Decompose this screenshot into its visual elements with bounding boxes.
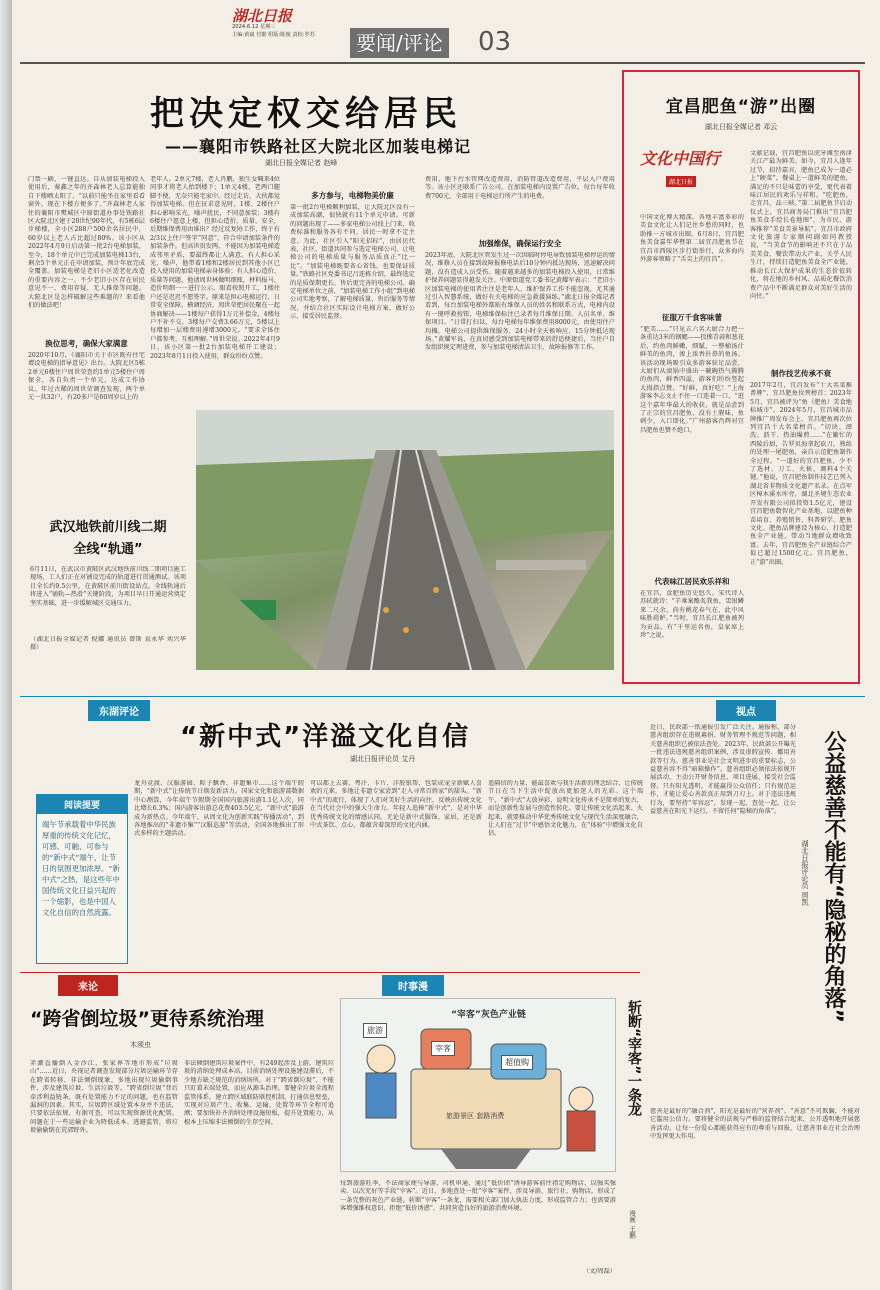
- cartoon-artist: 漫画 王鹏: [628, 1210, 636, 1239]
- observe-body: 近日，民政部一纸通报引发广泛关注。通报称，部分慈善组织存在违规募捐、财务管理不规范等问题，相关慈善组织已被依法查处。2023年，民政部公开曝光一批违法违规慈善组织案例，涉及虚假宣传、挪用善款等行为。慈善事业是社会文明进步的重要标志，公益慈善容不得“暗箱操作”。慈善组织必须依法依规开展活动，主动公开财务信息、项目进展，接受社会监督。只有阳光透明，才能赢得公众信任；只有规范运作，才能让爱心善款真正用到刀刃上。对于违法违规行为，要坚持“零容忍”，发现一起、查处一起，让公益慈善在阳光下运行，不留任何“隐秘的角落”。: [650, 724, 796, 816]
- observe-byline: 湖北日报评论员 周凯: [801, 840, 809, 906]
- lailun-byline: 木须虫: [130, 1041, 151, 1049]
- observe-tag: 视点: [716, 700, 776, 721]
- fish-logo: [640, 146, 744, 208]
- masthead-editors: 主编:黄斌 付勤 组版:陈俊 责校:罗苏: [232, 32, 315, 38]
- railway-photo-drawing: [196, 410, 614, 670]
- observe-body2: 慈善是最好的“融合剂”，阳光是最好的“营养剂”。“善意”不可欺瞒，不能对它滥用公信力。要将健全的法规与严格的监督结合起来，公开透明地开展慈善活动，让每一份爱心都能获得应有的尊重与回报，让慈善事业在社会治理中发挥更大作用。: [650, 1108, 860, 1141]
- lead-sub1: 换位思考，确保大家满意: [45, 339, 128, 348]
- railway-title-1: 武汉地铁前川线二期: [49, 520, 167, 535]
- commentary-byline: 湖北日报评论员 艾丹: [350, 755, 416, 763]
- lead-col4: 费用，地下污水管网改造费用，消防管道改造费用，平层入户费用等。该小区还联系广告公司，在加装电梯内设置广告位，每台每年收费700元，全部用于电梯运行所产生的电费。: [425, 176, 615, 200]
- railway-photo: [196, 410, 614, 670]
- lailun-title: “跨省倒垃圾”更待系统治理: [30, 1008, 264, 1030]
- masthead-logo: 湖北日报: [232, 7, 293, 25]
- cartoon-title: “宰客”灰色产业链: [451, 1010, 526, 1020]
- lailun-tag: 来论: [58, 975, 118, 996]
- fish-body4: 文献记载，宜昌肥鱼以虎牙滩至南津关江产最为鲜美。如今，宜昌人逢年过节，招待嘉宾，肥鱼已成为一道必上“硬菜”。餐桌上一道鲜美的肥鱼，满足的不只是味蕾的享受，更代表着味江居民的欢乐与祥和。“吃肥鱼，走宜昌，品三峡。”第二届肥鱼节启动仪式上，宜昌商务局门推出“宜昌肥鱼美食手绘长卷地图”，为市民、游客推荐“美食美景导航”。宜昌市政府文化旅游专家顺问副如同教授说，“当美食节的影响还不只在于品美美食，餐饮带动大产业，关乎人民生计，持续打造肥鱼美食全产业链，推动长江大保护成果的生态价值转化，将在地的乡村风、品质化餐饮消费产品中不断满足群众对美好生活的向往。”: [750, 150, 852, 300]
- railway-credit: （湖北日报全媒记者 倪娜 通讯员 曾斯 袁永华 刘兴华 摄）: [30, 636, 186, 652]
- cartoon-panel: [340, 998, 616, 1172]
- cartoon-note: 旅游景区 套路消费: [446, 1112, 505, 1120]
- commentary-col3: 遥隔信的力量，能最喜欢与我生活新的理念结合，让传统节日在当下生活中绽放出更加迷人的光彩。这个端午，“新中式”大放异彩，说明文化传承不是简单的复古，而是创新性发展与创造性转化。要让传统文化活起来、火起来，就要推动中华优秀传统文化与现代生活深度融合，让人们在“过节”中感悟文化魅力，在“体验”中增强文化自信。: [488, 780, 643, 838]
- lead-byline: 湖北日报全媒记者 赵峰: [265, 159, 338, 167]
- page-edge: [0, 0, 12, 1290]
- lead-subtitle: ——襄阳市铁路社区大院北区加装电梯记: [165, 137, 472, 156]
- section-label: 要闻/评论: [350, 28, 449, 58]
- commentary-intro-head: 阅读提要: [37, 795, 127, 814]
- commentary-intro-box: [36, 794, 128, 964]
- fish-logo-text: 文化中国行: [640, 149, 721, 168]
- bottom-divider: [20, 972, 640, 973]
- commentary-intro: 端午节承载着中华民族厚重的传统文化记忆，可感、可触、可参与的“新中式”端午，让节日的氛围更加浓厚。“新中式”之热，是这些年中国传统文化日益兴起的一个缩影，也是中国人文化自信的自然流露。: [42, 820, 120, 917]
- fish-body3: 在宜昌，食肥鱼历史悠久。宋代诗人苏轼就诗：“羊乘案酪炙我鱼，雪银鳞来二尺余，尚有桃花春气在，此中风味胜莼鲈。”当时，宜昌长江肥鱼被列为贡品，有“千里运名鱼，皇家席上珍”之说。: [640, 590, 744, 640]
- lead-sub3: 加强维保，确保运行安全: [478, 239, 562, 248]
- fish-sub2: 代表味江居民欢乐祥和: [654, 577, 730, 586]
- fish-sub3: 制作技艺传承不衰: [771, 369, 831, 378]
- fish-logo-sub: 湖北日报: [666, 176, 696, 187]
- lead-col3: 第一批2台电梯顺利加装，让大院北区没有一成加装高潮，很快就有11个单元申请。可新的问题出现了——多家电梯公司找上门来，收费标准和服务各有不同，居民一时拿不定主意。为此，社区引入“阳光招标”，由居民代表、社区、街道共同参与选定电梯公司，让电梯公司的电梯质量与服务品质真正“比一比”。“加装电梯既要省心省钱，也要保证质量。”铁路社区党委书记吕连栋介绍，最终选定的是质保期更长、售后更完善的电梯公司。确定电梯单位之前，“加装电梯工作小组”到电梯公司实地考察，了解电梯质量、售后服务等情况，并结合社区实际设计电梯方案，做好公示，接受居民监督。: [290, 204, 415, 321]
- lead-col2: 老年人。2单元7楼，老人肖鹏，独生女喊来4位同事才将老人抬到楼下；1单元4楼，老两口腿脚不便，无奈只能宅家中。经过走访，大伙都觉得加装电梯。但在征求意见时，1楼、2楼住户担心影响采光，噪声扰民，不同意加装；3楼有6楼住户愿意上楼，但担心造价、质量、安全，后期维保费用由谁出？经过反复协工作，终于有2/3以上住户签字“同意”，符合申请加装条件的加装条件。但高世贵发两，不能因为加装电梯造成邻里矛盾，要最终都让人满意。有人担心采光、噪声，他带着1楼和2楼居民到其他小区已投入使用的加装电梯亲身体验；有人担心造价、质量等问题，他请周世林做明细账，材料报马、造价明细一一进行公示。眼看按照开工，1楼住户还是迟迟不愿签字。原来是担心电梯运行，日常安全保障。横调经济，周世荣把居民聚在一起协商解决——1楼每户获得1万元补偿金，4楼每户不补不交，3楼每户交费3.66万元，5楼以上每增加一层楼费用递增3000元。“要求全体住户都参考，互相理解。”周世荣说。2022年4月9日，该小区第一批2台加装电梯开工建设；2023年8月1日投入使用，群众纷纷点赞。: [150, 176, 280, 360]
- cartoon-side-title: 斩断“宰客”一条龙: [626, 1000, 642, 1117]
- lailun-col1: 赤潮直播倒入金沙江、张家界等地市形成“垃圾山”……近日，央视记者调查发现部分垃圾运输环节存在跨省转移、非法倾倒现象，多地出现垃圾偷倒事件，涉及建筑垃圾、生活垃圾等。“跨省倒垃圾”背后牵涉利益链条，既有处置能力不足的问题，也有监管漏洞的因素。其实，垃圾跨区域处置本身并不违法，只要依法依规、有据可查，可以实现资源优化配置。问题在于一些运输企业为降低成本、逃避监管，将垃圾偷偷倒在荒郊野外。: [30, 1060, 178, 1135]
- commentary-col1: 龙舟竞渡、汉服游园、粽子飘香、非遗集市……这个端午假期，“新中式”让传统节日焕发新活力。国家文化和旅游部数据中心测算，今年端午节假期全国国内旅游出游1.1亿人次，同比增长6.3%；国内游客出游总花费403.5亿元，“新中式”旅游成为新热点。今年端午，从周文化为创新实践“传播活动”，到各地推出的“非遗市集”“汉服巡游”等活动，全国各地推出了形式多样的主题活动。: [134, 780, 304, 838]
- cartoon-label-shop: 超值购: [501, 1055, 533, 1070]
- fish-body2: “肥美……”只见五六名大厨合力把一条重达3米的钢鳃——投掷青蒜和葱花后，约鱼肉鲜嫩，细腻，一整桶汤汁鲜美的鱼肉，渗上浓香扑鼻的鱼汤。该活动现场吸引众多游客驻足品尝，大厨们从滚锅中盛出一碗碗热气腾腾的鱼肉，鲜香四溢，游客们纷纷竖起大拇指点赞。“好鲜，真好吃！”上海游客李志文止不住一口连着一口，“逛这个嘉年华最大的收获，就是品尝到了正宗的宜昌肥鱼，没有土腥味，鱼刺少，入口即化。”广州游客肖辉对宜昌肥鱼也赞不绝口。: [640, 326, 744, 434]
- railway-title-2: 全线“轨通”: [73, 542, 143, 557]
- cartoon-label-tourism: 旅游: [363, 1023, 387, 1038]
- masthead-date: 2024.6.12 星期三: [232, 24, 276, 30]
- lead-col1: 门禁一刷，一键直达。自从加装电梯投入使用后，秦鑫之年的齐森林老人总算能独自下楼晒太阳了。“以前只能坐在家里看看窗外，现在下楼方便多了。”齐森林老人家住的襄阳市樊城区中原街道办事处铁路社区大院北区建于20世纪90年代，有5栋6层步梯楼，全小区288户500余名居民中，60岁以上老人占比超过80%。该小区从2022年4月9日启动第一批2台电梯加装，至今，18个单元中已完成加装电梯13台，剩余5个单元正在申请加装，预计年底完成全覆盖。加装电梯是老旧小区适老化改造的重要内容之一。不少老旧小区存在居民意见不一、费用存疑、无人推保等问题。大院北区是怎样破解这些难题的？来看他们的做法吧！: [28, 176, 145, 310]
- fish-sub1: 征服万千食客味蕾: [662, 313, 722, 322]
- masthead-rule: [20, 62, 865, 64]
- cartoon-credit: （文/周磊）: [582, 1268, 616, 1275]
- commentary-col2: 可以都上去赛，粤汗、卡片、洋胶银帮，包装成宠全新赋人喜欢的元素，多地让非遗专家尝到“走入寻常百姓家”的甜头。“新中式”的流行，体现了人们对美好生活的向往，反映出传统文化在当代社会中的强大生命力。年轻人追捧“新中式”，是对中华优秀传统文化的情感认同。无论是新中式服饰、家居，还是新中式茶饮、点心，都蕴含着深厚的文化内涵。: [310, 780, 482, 830]
- cartoon-body: 每到旅游旺季，不法商家便与导游、司机串通，通过“低价团”诱导游客前往指定购物店，以强买强卖、以次充好等手段“宰客”。近日，多地查处一批“宰客”案件，涉及导游、旅行社、购物店，形成了一条完整的灰色产业链。斩断“宰客”一条龙，需要相关部门加大执法力度，形成监管合力；也需要游客增强维权意识，拒绝“低价诱惑”，共同营造良好的旅游消费环境。: [340, 1180, 616, 1213]
- fish-body1: 中国文化博大精深。各地丰富多彩的美食文化让人们记住乡愁的同时，也助推一方城市出圈。6月8日，宜昌肥鱼美食嘉年华暨第二届宜昌肥鱼节在宜昌市西陵区步行街举行，众多海内外游客领略了“舌尖上的宜昌”。: [640, 214, 744, 264]
- cartoon-tag: 时事漫: [382, 975, 444, 996]
- commentary-title: “新中式”洋溢文化自信: [180, 722, 471, 752]
- fish-byline: 湖北日报全媒记者 邓云: [704, 123, 778, 131]
- lailun-col2: 非法倾倒建筑垃圾案件中，有249起涉及上游，建筑垃圾的消纳处理成本高，目前消纳处理设施建设滞后，不少地方缺乏规范的消纳场所。对于“跨省倒垃圾”，不能只盯着末端处置，而应从源头治理。要健全垃圾全流程监管体系，建立跨区域联防联控机制，打通信息壁垒，实现对垃圾产生、收集、运输、处置等环节全程可追溯；要加快补齐消纳处理设施短板，提升处置能力，从根本上压缩非法倾倒的生存空间。: [184, 1060, 334, 1126]
- observe-title: 公益慈善不能有“隐秘的角落”: [821, 730, 846, 1023]
- lead-title: 把决定权交给居民: [150, 94, 462, 134]
- railway-body: 6月11日，在武汉市黄陂区武汉地铁前川线二期项目施工现场，工人们正在对铺设完成的轨道进行贯通测试。该项目全长约9.5公里，在黄陂区前川街设站点，全线轨通后将进入“铺轨—热滑”关键阶段，为项目早日开通运营奠定坚实基础，进一步缓解城区交通压力。: [30, 566, 186, 607]
- page-number: 03: [478, 27, 512, 57]
- lead-col1b: 2020年10月，《襄阳市关于市区既有住宅增设电梯的指导意见》出台。大院北区5栋2单元6楼住户周世荣查约1单元5楼住户周保全，各自负责一个单元，达成工作协议。年过古稀的周世荣调查发现，两个单元一共32户，有20多户是60周岁以上的: [28, 352, 145, 402]
- lead-col4b: 2023年底，大院北区管发生过一次因临时停电导致加装电梯停运的情况，维修人员在接到故障报修电话后10分钟内抵达现场，迅速解决问题，没有造成人员受伤。随着越来越多的加装电梯投入使用，日常维护保养问题显得越发关注。中原街道党工委书记黄耀军表示：“老旧小区加装电梯的使用者注注是老年人，维护保养工作不能忽视，尤其通过引入智慧系统，做好有关电梯的应急救援演练。”湖北日报全媒记者看到，每台加装电梯外都贴有维保人员的姓名和联系方式，电梯内设有一键呼救按钮，电梯维保标注已录者每月维保日期、人员名单、维保项目。“日常打扫以，每台电梯每年维保费用8000元，由使用住户均摊，电梯公司提供维保服务，24小时全天候响应，15分钟抵达现场。”黄耀军说，在真切感受到加装电梯带来的舒适便捷后，当住户自发组织规定理进费，参与加装电梯清洁卫生、故障报修等工作。: [425, 252, 615, 352]
- commentary-tag: 东湖评论: [88, 700, 150, 721]
- section-divider: [20, 696, 865, 697]
- fish-title: 宜昌肥鱼“游”出圈: [665, 97, 817, 117]
- lead-sub2: 多方参与，电梯物美价廉: [311, 191, 394, 200]
- cartoon-label-zaike: 宰客: [431, 1041, 455, 1056]
- fish-body5: 2017年2月，宜昌发布“十大名菜推菁牌”，宜昌肥鱼位列榜首；2023年5月，宜昌被评为“鱼（肥鱼）美食地标城市”。2024年5月，宜昌城市品牌推广周发布会上，宜昌肥鱼再次位列宜昌十大名菜榜首。“切块、漂洗、沥干、热油爆煎……”在繁忙的西陵后厨，告罗贝海拿起砍刀，熟练的处理一尾肥鱼，亲自示范肥鱼制作全过程。“一道好的宜昌肥鱼，少不了选材、刀工、火候、调料4个关键。”他说，宜昌肥鱼制作技艺已列入湖北省非物质文化遗产名录。在点军区樟木溪水库旁，湖北圣境生态农业开发有限公司拟投资1.5亿元，建设宜昌肥鱼数智化产业基地，以肥鱼种苗培育、养殖销售、科普研学、肥鱼文化、肥鱼品牌建设为核心，打造肥鱼全产业链，带动当地群众增收致富。去年，宜昌肥鱼全产业链综合产值已超过1500亿元。宜昌肥鱼，正“游”出圈。: [750, 382, 852, 566]
